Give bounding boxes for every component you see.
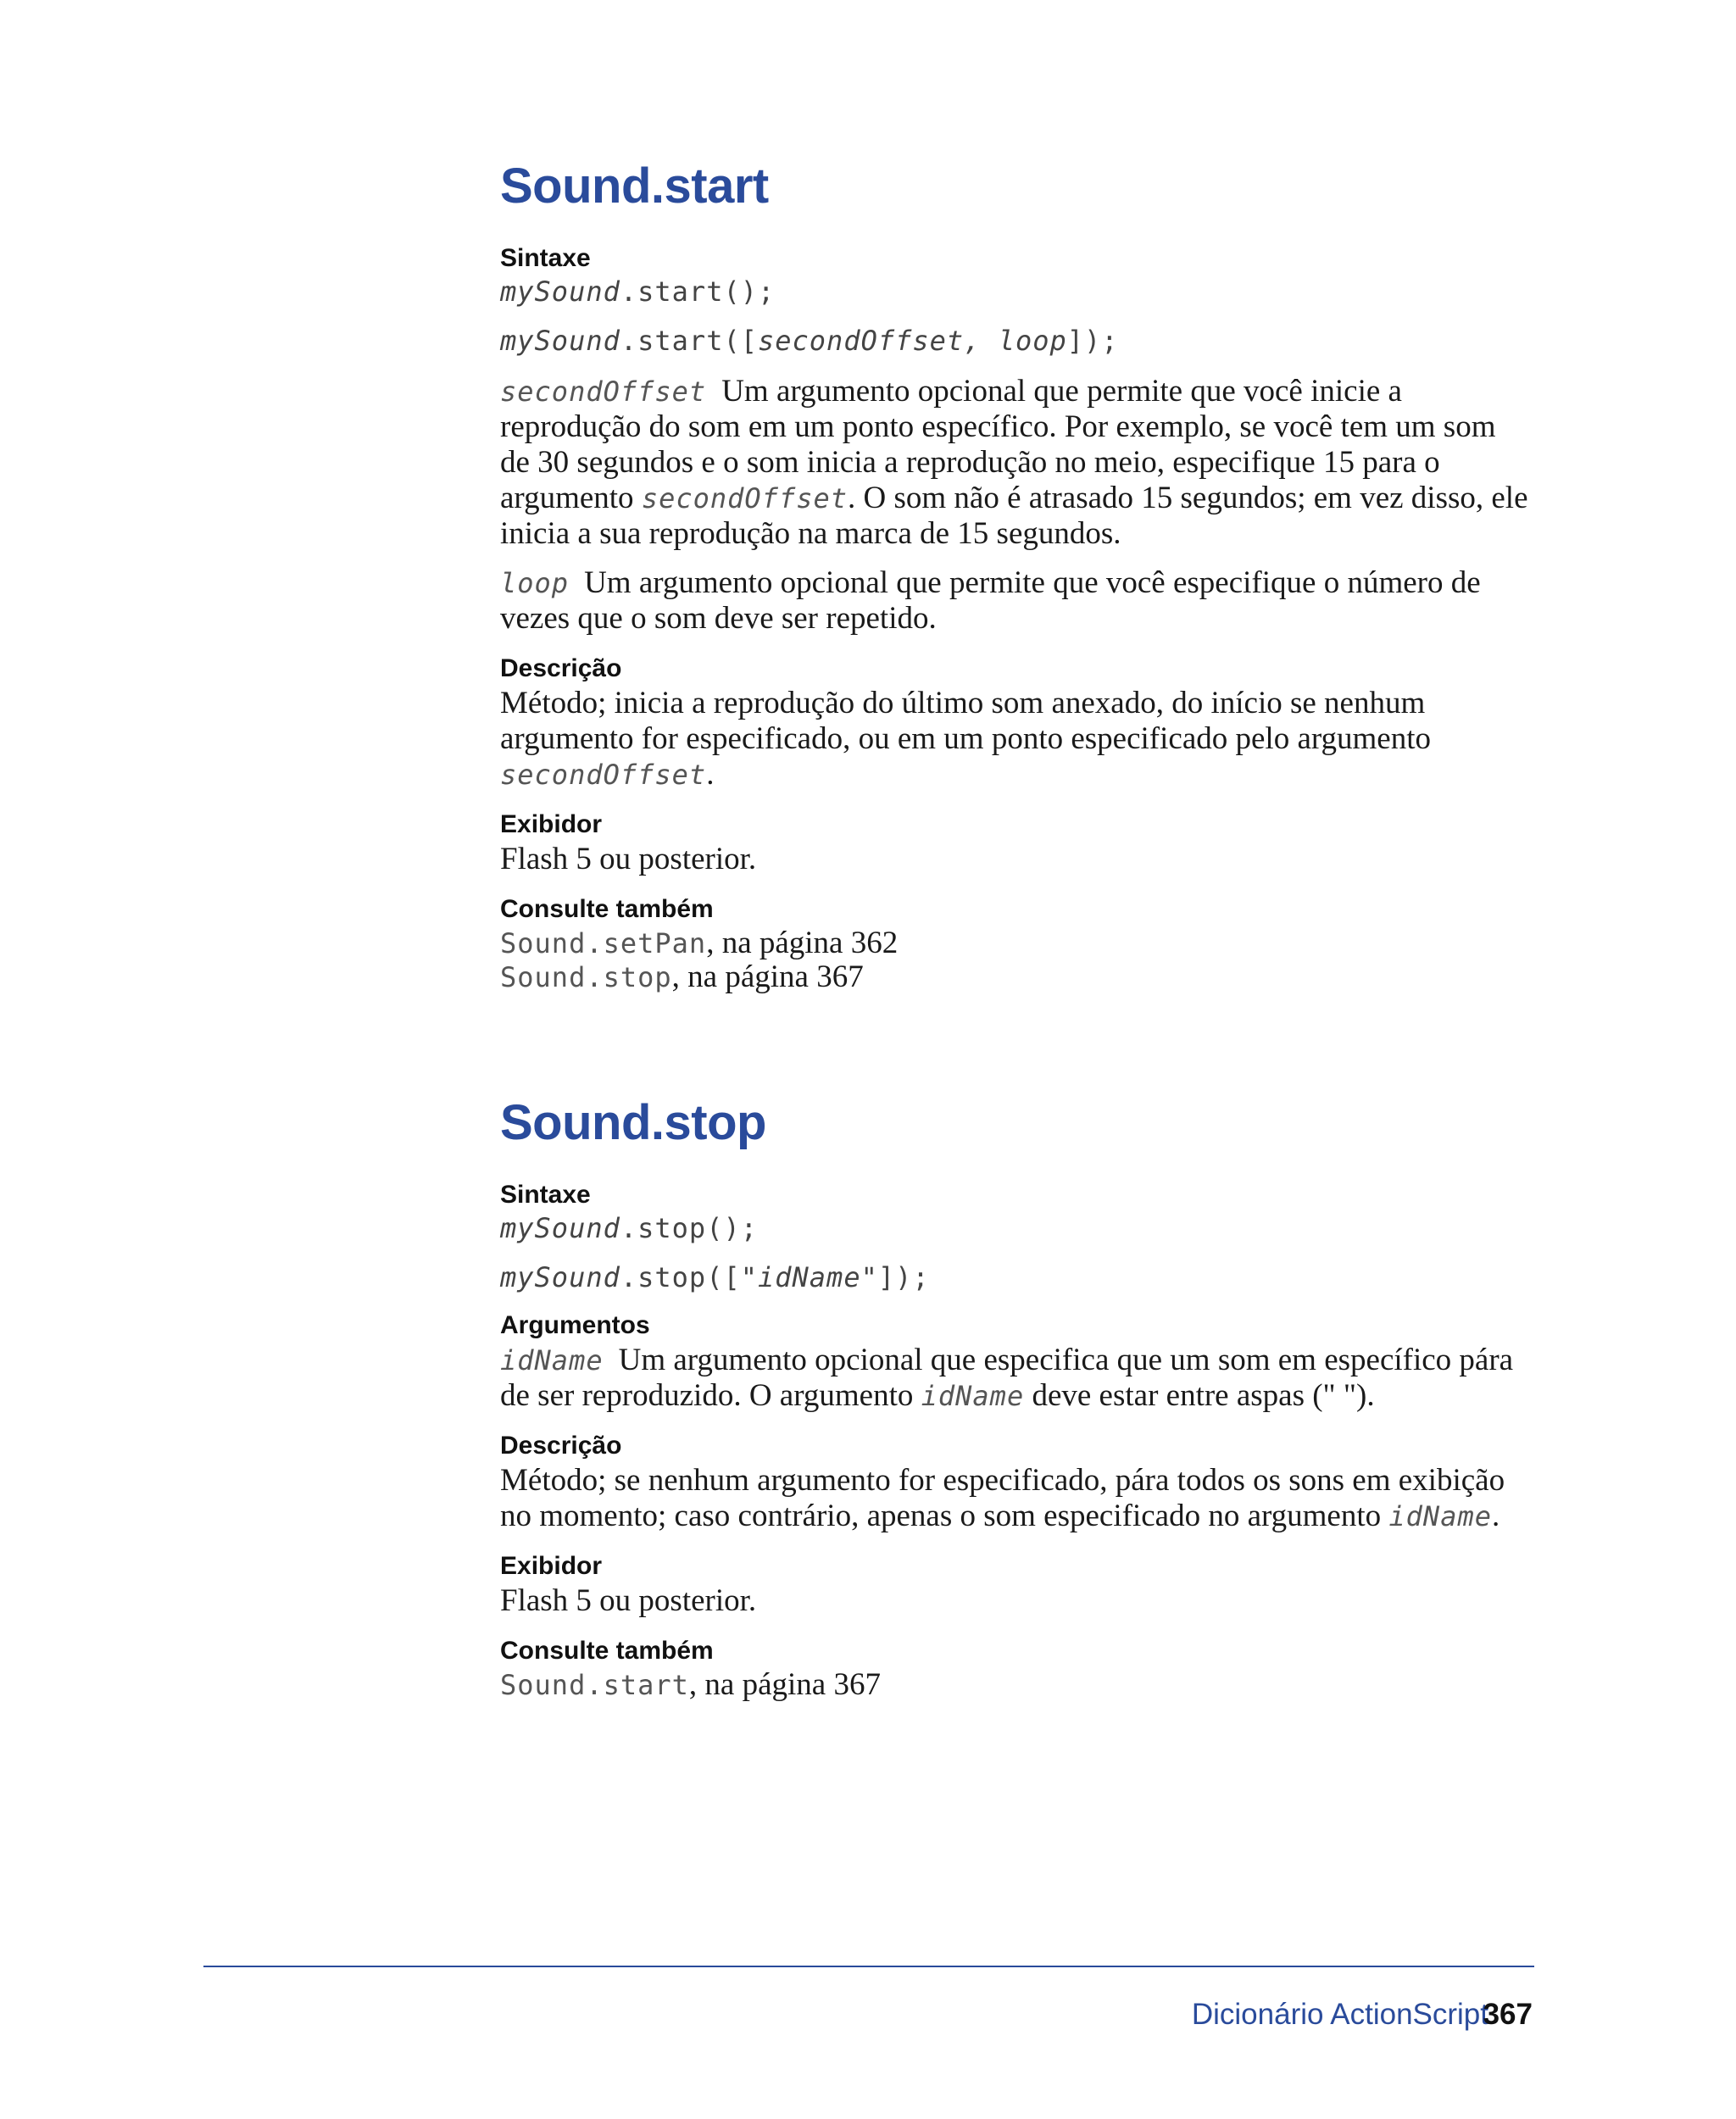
footer-rule xyxy=(203,1966,1534,1967)
argument-text: Um argumento opcional que permite que você especifique o número de vezes que o som deve ser repetido. xyxy=(500,565,1481,636)
argument-term: loop xyxy=(500,567,570,599)
player-text: Flash 5 ou posterior. xyxy=(500,1583,757,1618)
argument-secondoffset xyxy=(500,374,1530,552)
inline-code: secondOffset xyxy=(641,482,848,514)
description-end: . xyxy=(706,757,715,792)
inline-code: idName xyxy=(1388,1500,1492,1532)
argument-term: idName xyxy=(500,1344,604,1377)
argument-idname xyxy=(500,1343,1530,1414)
see-also-link[interactable]: Sound.stop xyxy=(500,961,672,993)
see-also-heading: Consulte também xyxy=(500,895,714,923)
page-number: 367 xyxy=(1483,1998,1533,2031)
see-also-page: , na página 367 xyxy=(671,959,864,994)
syntax-line-2 xyxy=(500,325,1530,357)
arguments-heading: Argumentos xyxy=(500,1311,650,1339)
argument-text: . O som não é atrasado 15 segundos; em vez disso, ele inicia a sua reprodução na marca de 15 segundos. xyxy=(500,481,1528,551)
argument-text: deve estar entre aspas (" "). xyxy=(1032,1378,1375,1413)
player-text: Flash 5 ou posterior. xyxy=(500,842,757,876)
see-also-item[interactable] xyxy=(500,960,1530,994)
section-sound-stop xyxy=(500,1093,1530,1702)
syntax-heading: Sintaxe xyxy=(500,1181,591,1209)
description-body: Método; se nenhum argumento for especificado, pára todos os sons em exibição no momento; caso contrário, apenas o som especificado no argumento xyxy=(500,1463,1505,1533)
argument-loop xyxy=(500,565,1530,637)
code-arg-loop: loop xyxy=(998,325,1067,357)
argument-text: Um argumento opcional que permite que você inicie a reprodução do som em um ponto específico. Por exemplo, se você tem um som de 30 segundos e o som inicia a reprodução no meio, especifique 15 para o argumento xyxy=(500,374,1496,515)
code-separator: , xyxy=(964,325,999,357)
code-object: mySound xyxy=(500,275,620,308)
argument-text: Um argumento opcional que especifica que um som em específico pára de ser reproduzido. O argumento xyxy=(500,1343,1514,1413)
see-also-heading: Consulte também xyxy=(500,1637,714,1665)
syntax-line-1 xyxy=(500,1212,1530,1244)
see-also-item[interactable] xyxy=(500,926,1530,960)
description-heading: Descrição xyxy=(500,654,622,682)
see-also-item[interactable] xyxy=(500,1668,1530,1702)
code-arg-idname: idName xyxy=(757,1261,861,1293)
inline-code: idName xyxy=(921,1380,1025,1412)
player-heading: Exibidor xyxy=(500,1552,603,1580)
see-also-page: , na página 367 xyxy=(688,1667,881,1702)
see-also-link[interactable]: Sound.start xyxy=(500,1669,689,1701)
code-call: .start(); xyxy=(620,275,776,308)
code-object: mySound xyxy=(500,1261,620,1293)
syntax-line-2 xyxy=(500,1261,1530,1293)
description-heading: Descrição xyxy=(500,1432,622,1460)
player-heading: Exibidor xyxy=(500,810,603,838)
code-call: .stop(); xyxy=(620,1212,758,1244)
code-call-close: "]); xyxy=(860,1261,930,1293)
footer-title: Dicionário ActionScript xyxy=(1191,1998,1488,2031)
description-text xyxy=(500,1463,1530,1534)
code-arg-secondoffset: secondOffset xyxy=(757,325,965,357)
description-body: Método; inicia a reprodução do último som anexado, do início se nenhum argumento for especificado, ou em um ponto especificado pelo argumento xyxy=(500,686,1432,756)
section-title: Sound.stop xyxy=(500,1095,766,1150)
code-call-close: ]); xyxy=(1066,325,1119,357)
section-sound-start xyxy=(500,157,1530,994)
description-end: . xyxy=(1491,1499,1500,1533)
argument-term: secondOffset xyxy=(500,375,707,408)
inline-code: secondOffset xyxy=(500,759,707,791)
section-title: Sound.start xyxy=(500,159,769,214)
code-call-open: .start([ xyxy=(620,325,758,357)
code-call-open: .stop([" xyxy=(620,1261,758,1293)
description-text xyxy=(500,686,1530,793)
code-object: mySound xyxy=(500,1212,620,1244)
see-also-page: , na página 362 xyxy=(706,926,899,960)
see-also-link[interactable]: Sound.setPan xyxy=(500,927,707,959)
syntax-line-1 xyxy=(500,275,1530,308)
code-object: mySound xyxy=(500,325,620,357)
syntax-heading: Sintaxe xyxy=(500,244,591,272)
